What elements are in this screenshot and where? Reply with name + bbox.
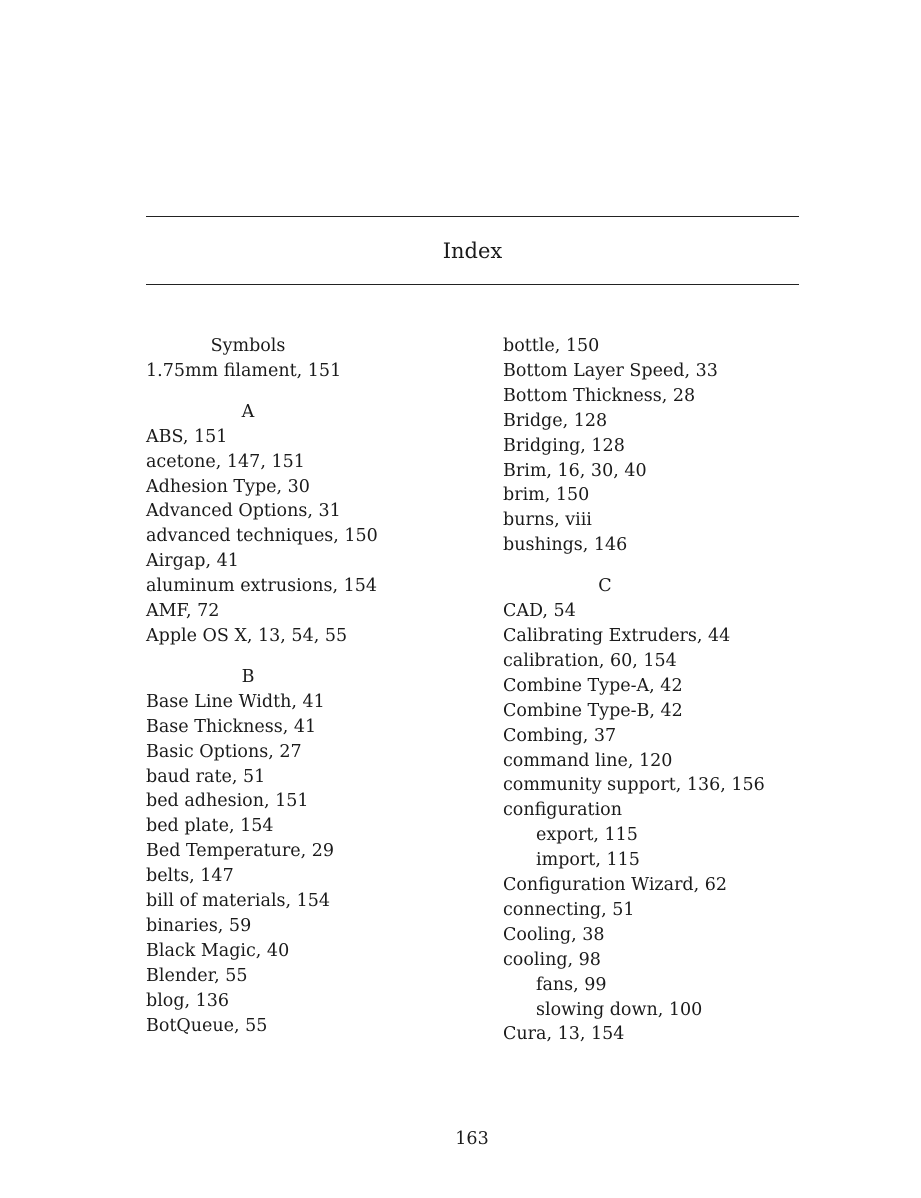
- index-entry: blog, 136: [146, 990, 230, 1011]
- index-entry: advanced techniques, 150: [146, 526, 378, 547]
- index-entry: acetone, 147, 151: [146, 451, 305, 472]
- index-entry: Basic Options, 27: [146, 741, 302, 762]
- index-entry: aluminum extrusions, 154: [146, 576, 377, 597]
- index-entry: Bridge, 128: [503, 410, 608, 431]
- index-entry: bill of materials, 154: [146, 891, 331, 912]
- index-entry: Adhesion Type, 30: [146, 476, 310, 497]
- index-group-header: Symbols: [210, 336, 286, 356]
- index-entry: Combine Type-B, 42: [503, 700, 683, 721]
- index-entry: binaries, 59: [146, 915, 252, 936]
- index-entry: connecting, 51: [503, 899, 635, 920]
- index-entry: CAD, 54: [503, 601, 576, 622]
- index-entry: AMF, 72: [146, 601, 220, 622]
- index-subentry: import, 115: [536, 850, 640, 871]
- index-column-left: [146, 334, 476, 1038]
- index-entry: brim, 150: [503, 485, 590, 506]
- index-group: [146, 400, 476, 649]
- index-entry: burns, viii: [503, 510, 592, 531]
- index-subentry: slowing down, 100: [536, 999, 703, 1020]
- index-group: [503, 334, 833, 558]
- index-entry: Combing, 37: [503, 725, 617, 746]
- index-entry: Cura, 13, 154: [503, 1024, 625, 1045]
- page-title: Index: [442, 239, 503, 263]
- index-entry: 1.75mm filament, 151: [146, 360, 342, 381]
- index-entry: Calibrating Extruders, 44: [503, 625, 731, 646]
- title-rule-top: [146, 216, 799, 217]
- index-entry: Cooling, 38: [503, 924, 605, 945]
- page-number: 163: [455, 1129, 489, 1149]
- index-subentry: export, 115: [536, 825, 638, 846]
- index-entry: configuration: [503, 800, 622, 821]
- index-group-header: A: [241, 401, 255, 422]
- index-entry: bed adhesion, 151: [146, 791, 309, 812]
- index-entry: belts, 147: [146, 866, 234, 887]
- index-entry: community support, 136, 156: [503, 775, 765, 796]
- index-entry: Bottom Layer Speed, 33: [503, 360, 718, 381]
- index-group-header: B: [241, 666, 255, 687]
- index-entry: Advanced Options, 31: [146, 501, 341, 522]
- index-entry: ABS, 151: [146, 426, 228, 447]
- index-entry: BotQueue, 55: [146, 1015, 268, 1036]
- index-entry: calibration, 60, 154: [503, 650, 677, 671]
- index-group-header: C: [598, 576, 612, 597]
- index-group: [146, 665, 476, 1039]
- title-rule-bottom: [146, 284, 799, 285]
- index-entry: Base Thickness, 41: [146, 716, 317, 737]
- index-entry: Combine Type-A, 42: [503, 675, 683, 696]
- index-column-right: [503, 334, 833, 1047]
- index-group: [146, 334, 476, 384]
- index-entry: command line, 120: [503, 750, 673, 771]
- index-entry: bushings, 146: [503, 535, 628, 556]
- index-entry: Black Magic, 40: [146, 940, 290, 961]
- index-entry: Configuration Wizard, 62: [503, 875, 728, 896]
- index-entry: Brim, 16, 30, 40: [503, 460, 647, 481]
- index-entry: bottle, 150: [503, 336, 600, 356]
- index-entry: Blender, 55: [146, 965, 248, 986]
- index-entry: Airgap, 41: [146, 551, 239, 572]
- index-entry: cooling, 98: [503, 949, 601, 970]
- index-subentry: fans, 99: [536, 974, 607, 995]
- index-entry: Base Line Width, 41: [146, 691, 325, 712]
- index-entry: bed plate, 154: [146, 816, 274, 837]
- index-entry: Bottom Thickness, 28: [503, 385, 696, 406]
- index-entry: Bed Temperature, 29: [146, 841, 335, 862]
- index-entry: Bridging, 128: [503, 435, 625, 456]
- index-entry: baud rate, 51: [146, 766, 266, 787]
- index-entry: Apple OS X, 13, 54, 55: [146, 625, 348, 646]
- index-group: [503, 574, 833, 1047]
